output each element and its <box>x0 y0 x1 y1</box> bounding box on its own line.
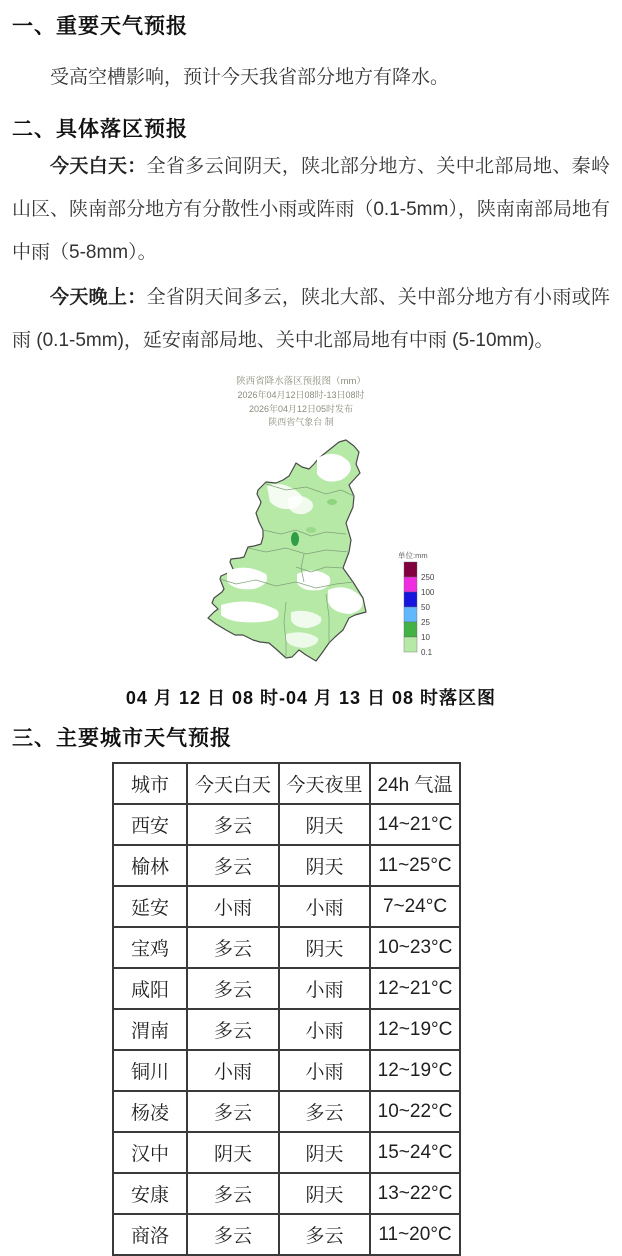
header-city: 城市 <box>113 763 187 804</box>
cell-day-weather: 小雨 <box>187 886 279 927</box>
cell-city: 杨凌 <box>113 1091 187 1132</box>
cell-day-weather: 多云 <box>187 804 279 845</box>
cell-day-weather: 多云 <box>187 968 279 1009</box>
cell-city: 铜川 <box>113 1050 187 1091</box>
table-row <box>113 886 460 927</box>
cell-night-weather: 阴天 <box>279 804 370 845</box>
cell-night-weather: 小雨 <box>279 1009 370 1050</box>
forecast-day-paragraph <box>12 145 610 274</box>
moderate-rain-spot <box>291 532 299 546</box>
map-title-line3: 2026年04月12日05时发布 <box>248 404 354 414</box>
cell-night-weather: 阴天 <box>279 845 370 886</box>
header-temp: 24h 气温 <box>370 763 460 804</box>
cell-night-weather: 小雨 <box>279 968 370 1009</box>
cell-night-weather: 小雨 <box>279 1050 370 1091</box>
cell-day-weather: 多云 <box>187 1009 279 1050</box>
table-row <box>113 1050 460 1091</box>
cell-night-weather: 阴天 <box>279 1173 370 1214</box>
table-row <box>113 1173 460 1214</box>
map-title-line1: 陕西省降水落区预报图（mm） <box>236 376 366 387</box>
legend-value-0.1: 0.1 <box>421 648 433 657</box>
cell-temperature: 7~24°C <box>370 886 460 927</box>
legend-values <box>421 573 435 657</box>
cell-night-weather: 阴天 <box>279 1132 370 1173</box>
cell-temperature: 11~25°C <box>370 845 460 886</box>
map-title-block <box>236 375 366 427</box>
city-forecast-table <box>112 762 461 1256</box>
cell-temperature: 13~22°C <box>370 1173 460 1214</box>
table-row <box>113 804 460 845</box>
section2-heading: 二、具体落区预报 <box>12 118 188 141</box>
forecast-night-paragraph <box>12 276 610 362</box>
legend-value-100: 100 <box>421 588 435 597</box>
cell-day-weather: 多云 <box>187 1173 279 1214</box>
legend-value-250: 250 <box>421 573 435 582</box>
table-row <box>113 1009 460 1050</box>
cell-city: 商洛 <box>113 1214 187 1255</box>
cell-temperature: 15~24°C <box>370 1132 460 1173</box>
header-day: 今天白天 <box>187 763 279 804</box>
section1-paragraph: 受高空槽影响，预计今天我省部分地方有降水。 <box>50 67 450 88</box>
cell-temperature: 10~23°C <box>370 927 460 968</box>
forecast-night-label: 今天晚上： <box>50 287 147 308</box>
light-rain-smudge <box>327 499 337 505</box>
cell-temperature: 12~21°C <box>370 968 460 1009</box>
table-row <box>113 968 460 1009</box>
cell-city: 榆林 <box>113 845 187 886</box>
cell-day-weather: 阴天 <box>187 1132 279 1173</box>
cell-day-weather: 小雨 <box>187 1050 279 1091</box>
cell-city: 西安 <box>113 804 187 845</box>
cell-city: 汉中 <box>113 1132 187 1173</box>
forecast-night-text: 全省阴天间多云，陕北大部、关中部分地方有小雨或阵雨 (0.1-5mm)，延安南部局地、关中北部局地有中雨 (5-10mm)。 <box>12 287 610 351</box>
table-row <box>113 1091 460 1132</box>
cell-city: 渭南 <box>113 1009 187 1050</box>
table-row <box>113 845 460 886</box>
legend-value-50: 50 <box>421 603 430 612</box>
table-row <box>113 1132 460 1173</box>
forecast-day-label: 今天白天： <box>50 156 147 177</box>
cell-temperature: 10~22°C <box>370 1091 460 1132</box>
precipitation-map-figure <box>136 372 486 680</box>
cell-temperature: 12~19°C <box>370 1009 460 1050</box>
cell-city: 延安 <box>113 886 187 927</box>
section3-heading: 三、主要城市天气预报 <box>12 727 232 750</box>
forecast-day-text: 全省多云间阴天，陕北部分地方、关中北部局地、秦岭山区、陕南部分地方有分散性小雨或阵雨（0.1-5mm），陕南南部局地有中雨（5-8mm）。 <box>12 156 610 263</box>
legend-value-25: 25 <box>421 618 430 627</box>
table-header <box>113 763 460 804</box>
legend-swatch-100 <box>404 577 417 592</box>
legend-value-10: 10 <box>421 633 430 642</box>
cell-city: 咸阳 <box>113 968 187 1009</box>
map-caption: 04 月 12 日 08 时-04 月 13 日 08 时落区图 <box>125 688 497 708</box>
cell-day-weather: 多云 <box>187 927 279 968</box>
precipitation-legend <box>398 550 435 657</box>
cell-temperature: 11~20°C <box>370 1214 460 1255</box>
cell-night-weather: 阴天 <box>279 927 370 968</box>
cell-temperature: 12~19°C <box>370 1050 460 1091</box>
cell-night-weather: 多云 <box>279 1214 370 1255</box>
legend-unit-label: 单位:mm <box>398 551 428 560</box>
cell-day-weather: 多云 <box>187 845 279 886</box>
legend-swatch-250 <box>404 562 417 577</box>
cell-day-weather: 多云 <box>187 1214 279 1255</box>
legend-swatch-25 <box>404 607 417 622</box>
map-title-line2: 2026年04月12日08时-13日08时 <box>237 390 365 400</box>
legend-swatch-0.1 <box>404 637 417 652</box>
legend-swatch-50 <box>404 592 417 607</box>
light-rain-smudge <box>306 527 316 533</box>
cell-day-weather: 多云 <box>187 1091 279 1132</box>
map-title-line4: 陕西省气象台 制 <box>268 417 334 427</box>
legend-swatch-10 <box>404 622 417 637</box>
cell-night-weather: 多云 <box>279 1091 370 1132</box>
cell-temperature: 14~21°C <box>370 804 460 845</box>
table-row <box>113 1214 460 1255</box>
cell-city: 宝鸡 <box>113 927 187 968</box>
table-row <box>113 927 460 968</box>
header-night: 今天夜里 <box>279 763 370 804</box>
table-body <box>113 804 460 1255</box>
shaanxi-precipitation-map <box>136 372 486 680</box>
cell-city: 安康 <box>113 1173 187 1214</box>
section1-heading: 一、重要天气预报 <box>12 15 188 38</box>
cell-night-weather: 小雨 <box>279 886 370 927</box>
